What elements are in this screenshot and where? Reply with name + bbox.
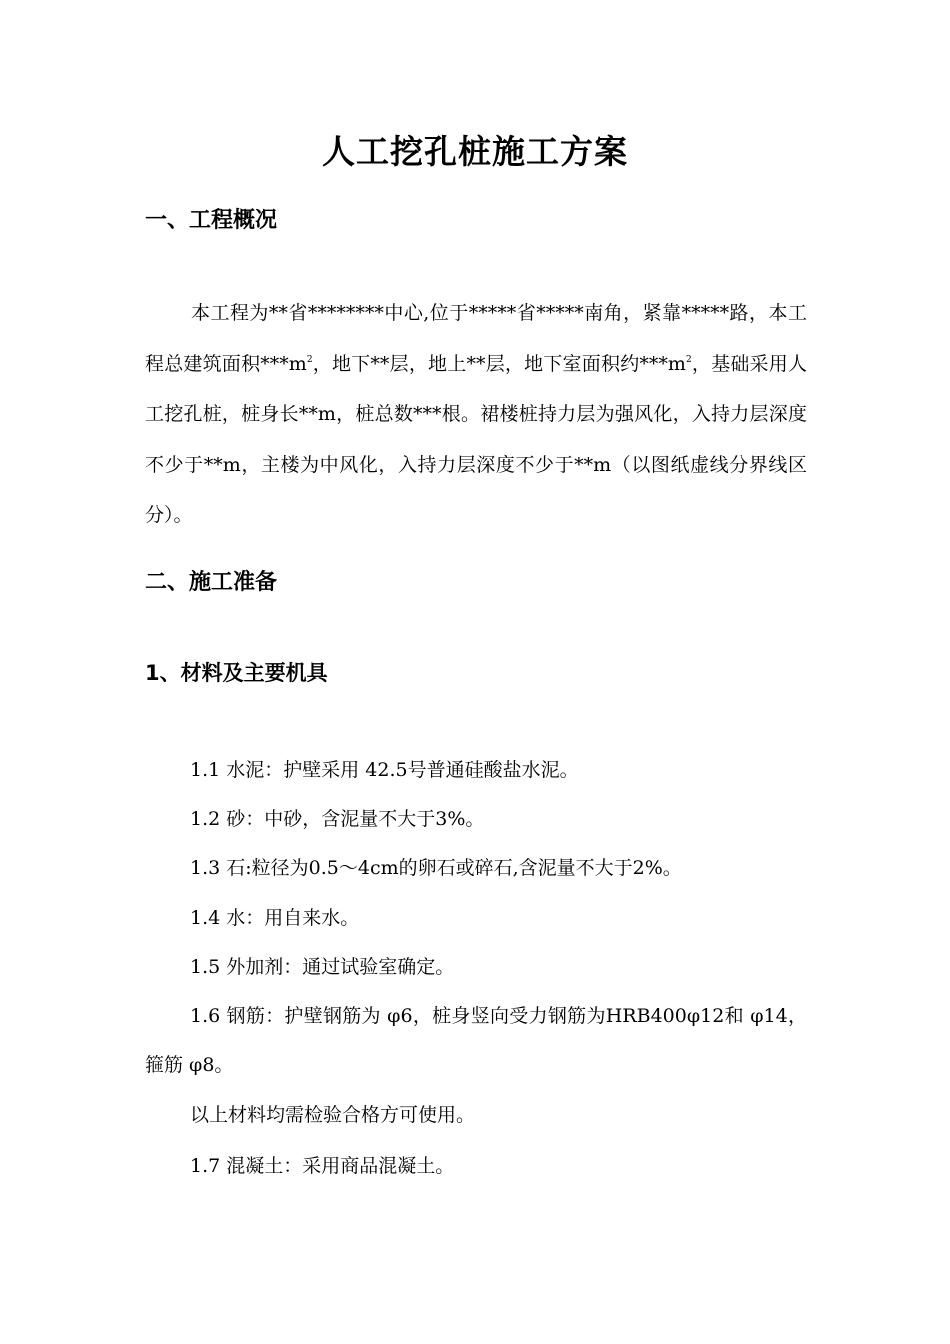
section-heading-overview: 一、工程概况 — [145, 208, 278, 233]
overview-text-part2: ，地下**层，地上**层，地下室面积约***m — [312, 352, 686, 375]
list-item: 以上材料均需检验合格方可使用。 — [190, 1104, 476, 1126]
list-item: 1.7 混凝土：采用商品混凝土。 — [190, 1155, 455, 1177]
section-heading-preparation: 二、施工准备 — [145, 570, 278, 595]
overview-text-part3: ，基础采用人工挖孔桩，桩身长**m，桩总数***根。裙楼桩持力层为强风化，入持力层深度不少于**m，主楼为中风化，入持力层深度不少于**m（以图纸虚线分界线区分）。 — [145, 352, 807, 527]
list-item: 1.3 石:粒径为0.5～4cm的卵石或碎石,含泥量不大于2%。 — [190, 857, 682, 879]
list-item: 1.1 水泥：护壁采用 42.5号普通硅酸盐水泥。 — [190, 759, 579, 781]
superscript-squared: 2 — [306, 354, 313, 365]
list-item: 1.5 外加剂：通过试验室确定。 — [190, 956, 455, 978]
superscript-squared: 2 — [685, 354, 692, 365]
list-item: 1.6 钢筋：护壁钢筋为 φ6，桩身竖向受力钢筋为HRB400φ12和 φ14，箍筋 φ8。 — [145, 1005, 807, 1076]
subsection-heading-materials: 1、材料及主要机具 — [145, 661, 328, 685]
overview-paragraph — [145, 288, 807, 541]
list-item: 1.4 水：用自来水。 — [190, 907, 360, 929]
list-item: 1.2 砂：中砂，含泥量不大于3%。 — [190, 808, 485, 830]
document-title: 人工挖孔桩施工方案 — [322, 132, 628, 171]
overview-text-part1: 本工程为**省********中心,位于*****省*****南角，紧靠*****路，本工程总建筑面积***m — [145, 302, 807, 375]
